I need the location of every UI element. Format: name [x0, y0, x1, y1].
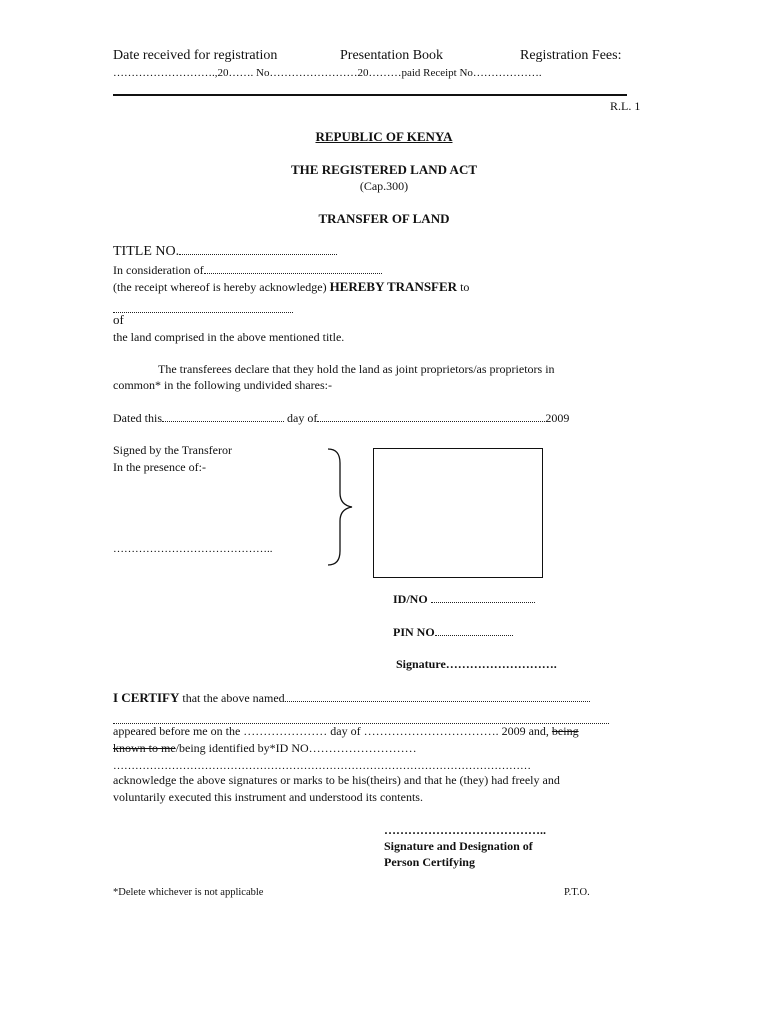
certifier-signature-label-2: Person Certifying: [384, 855, 475, 869]
transferee-row: [113, 300, 293, 318]
date-received-label: Date received for registration: [113, 48, 278, 63]
known-to-me-strike: known to me: [113, 741, 176, 755]
consideration-field[interactable]: [204, 263, 382, 274]
above-named-field-2[interactable]: [113, 715, 609, 724]
witness-signature-line: ……………………………………..: [113, 543, 273, 555]
being-strike: being: [551, 724, 579, 738]
certifier-signature-dots: …………………………………..: [384, 823, 546, 837]
receipt-row: [113, 279, 469, 295]
pin-no-label: PIN NO: [393, 625, 435, 639]
photo-signature-box[interactable]: [373, 448, 543, 578]
acknowledge-line-2: voluntarily executed this instrument and understood its contents.: [113, 790, 423, 804]
land-comprised-text: the land comprised in the above mentioned title.: [113, 330, 345, 344]
certify-row: [113, 690, 590, 706]
dated-row: [113, 411, 569, 426]
certifier-signature-label-1: Signature and Designation of: [384, 839, 533, 853]
pin-no-field[interactable]: [435, 625, 513, 636]
id-no-label: ID/NO: [393, 592, 428, 606]
appeared-text: appeared before me on the ………………… day of ……………………………. 2009 and,: [113, 724, 549, 738]
act-heading: THE REGISTERED LAND ACT: [290, 162, 478, 177]
appeared-row: [113, 724, 579, 739]
day-of-label: day of: [287, 411, 318, 425]
consideration-label: In consideration of: [113, 263, 204, 277]
consideration-row: [113, 263, 382, 278]
form-reference: R.L. 1: [610, 99, 641, 113]
footnote: *Delete whichever is not applicable: [113, 887, 264, 898]
signed-by-label: Signed by the Transferor: [113, 443, 232, 457]
title-no-row: [113, 244, 337, 260]
title-no-field[interactable]: [179, 244, 337, 255]
hereby-transfer: HEREBY TRANSFER: [329, 279, 458, 294]
i-certify: I CERTIFY: [113, 690, 180, 705]
curly-brace: [324, 447, 354, 567]
registration-fees-label: Registration Fees:: [520, 48, 622, 63]
transferor-signature: Signature……………………….: [396, 657, 557, 671]
pto-label: P.T.O.: [564, 887, 590, 898]
header-fill-line: ……………………….,20……. No……………………20………paid Receipt No……………….: [113, 67, 542, 79]
above-named-label: that the above named: [182, 691, 285, 705]
id-no-field[interactable]: [431, 592, 535, 603]
of-label: of: [113, 312, 124, 327]
receipt-text: (the receipt whereof is hereby acknowledge): [113, 280, 327, 294]
acknowledge-line-1: acknowledge the above signatures or marks to be his(theirs) and that he (they) had freely and: [113, 773, 560, 787]
certify-dots-line: ……………………………………………………………………………………………………: [113, 760, 531, 772]
header-rule: [113, 94, 627, 96]
cap-reference: (Cap.300): [359, 179, 409, 193]
declare-line-2: common* in the following undivided shares:-: [113, 378, 332, 392]
receipt-to: to: [460, 280, 470, 294]
above-named-field[interactable]: [285, 691, 590, 702]
presentation-book-label: Presentation Book: [340, 48, 444, 63]
declare-line-1: The transferees declare that they hold the land as joint proprietors/as proprietors in: [158, 362, 555, 376]
identified-row: [113, 741, 417, 756]
dated-this-label: Dated this: [113, 411, 162, 425]
dated-month-field[interactable]: [317, 411, 545, 422]
presence-label: In the presence of:-: [113, 460, 206, 474]
identified-text: /being identified by*ID NO………………………: [175, 741, 417, 755]
form-title: TRANSFER OF LAND: [318, 211, 450, 226]
title-no-label: TITLE NO.: [113, 244, 180, 259]
transferee-field[interactable]: [113, 304, 293, 313]
pin-no-row: [393, 625, 513, 640]
dated-day-field[interactable]: [162, 411, 284, 422]
dated-year: 2009: [545, 411, 570, 425]
country-heading: REPUBLIC OF KENYA: [315, 129, 453, 144]
id-no-row: [393, 592, 535, 607]
